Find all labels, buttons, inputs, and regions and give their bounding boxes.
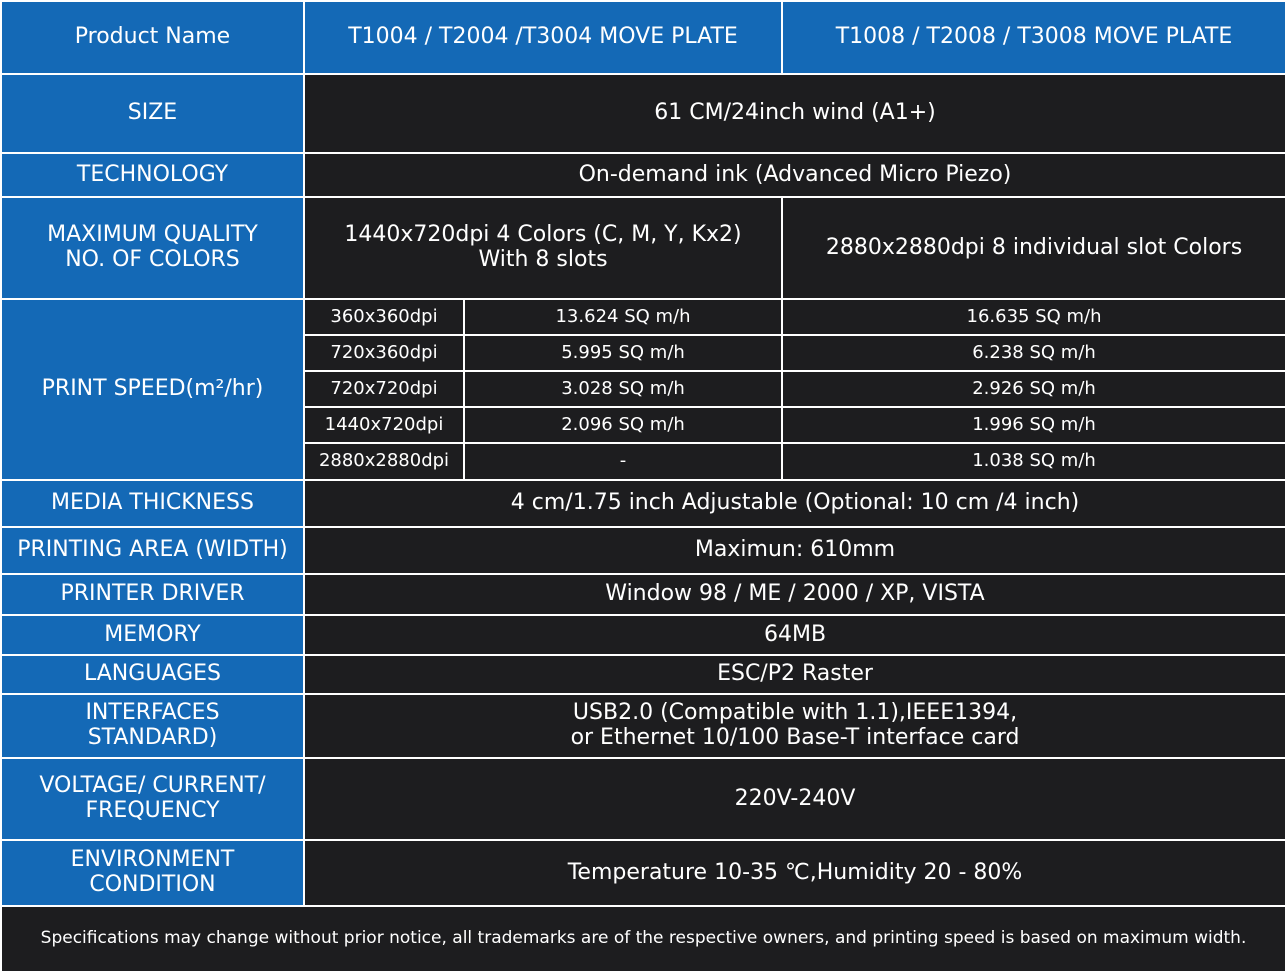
printing-area-label: PRINTING AREA (WIDTH) [1, 527, 304, 574]
speed-model-a: 13.624 SQ m/h [464, 299, 782, 335]
voltage-label [1, 758, 304, 840]
size-row [1, 74, 1285, 153]
printer-driver-row [1, 574, 1285, 615]
media-thickness-label: MEDIA THICKNESS [1, 480, 304, 527]
product-name-header: Product Name [1, 1, 304, 74]
printer-driver-value: Window 98 / ME / 2000 / XP, VISTA [304, 574, 1285, 615]
voltage-label-line2: FREQUENCY [85, 798, 220, 823]
media-thickness-value: 4 cm/1.75 inch Adjustable (Optional: 10 cm /4 inch) [304, 480, 1285, 527]
interfaces-row [1, 694, 1285, 758]
environment-label-line2: CONDITION [89, 872, 216, 897]
speed-model-b: 2.926 SQ m/h [782, 371, 1285, 407]
model-a-header: T1004 / T2004 /T3004 MOVE PLATE [304, 1, 782, 74]
speed-model-a: 2.096 SQ m/h [464, 407, 782, 443]
print-speed-label: PRINT SPEED(m²/hr) [1, 299, 304, 480]
header-row [1, 1, 1285, 74]
interfaces-label [1, 694, 304, 758]
environment-value: Temperature 10-35 ℃,Humidity 20 - 80% [304, 840, 1285, 906]
technology-label: TECHNOLOGY [1, 153, 304, 197]
speed-model-a: 5.995 SQ m/h [464, 335, 782, 371]
languages-label: LANGUAGES [1, 655, 304, 694]
memory-value: 64MB [304, 615, 1285, 655]
printing-area-value: Maximun: 610mm [304, 527, 1285, 574]
quality-label-line2: NO. OF COLORS [65, 247, 240, 272]
quality-label-line1: MAXIMUM QUALITY [47, 222, 258, 248]
interfaces-value-line2: or Ethernet 10/100 Base-T interface card [570, 725, 1020, 750]
quality-model-a-line1: 1440x720dpi 4 Colors (C, M, Y, Kx2) [344, 222, 742, 248]
interfaces-value [304, 694, 1285, 758]
speed-resolution: 720x720dpi [304, 371, 464, 407]
speed-model-b: 1.996 SQ m/h [782, 407, 1285, 443]
voltage-value: 220V-240V [304, 758, 1285, 840]
voltage-label-line1: VOLTAGE/ CURRENT/ [39, 773, 266, 799]
interfaces-value-line1: USB2.0 (Compatible with 1.1),IEEE1394, [572, 700, 1018, 726]
speed-resolution: 360x360dpi [304, 299, 464, 335]
speed-model-a: - [464, 443, 782, 480]
quality-label [1, 197, 304, 299]
quality-model-a-line2: With 8 slots [478, 247, 608, 272]
environment-label-line1: ENVIRONMENT [70, 847, 235, 873]
printer-driver-label: PRINTER DRIVER [1, 574, 304, 615]
print-speed-row [1, 299, 1285, 335]
model-b-header: T1008 / T2008 / T3008 MOVE PLATE [782, 1, 1285, 74]
environment-row [1, 840, 1285, 906]
memory-label: MEMORY [1, 615, 304, 655]
speed-model-a: 3.028 SQ m/h [464, 371, 782, 407]
footnote-row [1, 906, 1285, 972]
printing-area-row [1, 527, 1285, 574]
quality-row [1, 197, 1285, 299]
size-value: 61 CM/24inch wind (A1+) [304, 74, 1285, 153]
speed-model-b: 16.635 SQ m/h [782, 299, 1285, 335]
technology-value: On-demand ink (Advanced Micro Piezo) [304, 153, 1285, 197]
languages-value: ESC/P2 Raster [304, 655, 1285, 694]
languages-row [1, 655, 1285, 694]
voltage-row [1, 758, 1285, 840]
interfaces-label-line1: INTERFACES [85, 700, 220, 726]
size-label: SIZE [1, 74, 304, 153]
quality-model-b: 2880x2880dpi 8 individual slot Colors [782, 197, 1285, 299]
memory-row [1, 615, 1285, 655]
speed-resolution: 2880x2880dpi [304, 443, 464, 480]
environment-label [1, 840, 304, 906]
speed-model-b: 1.038 SQ m/h [782, 443, 1285, 480]
media-thickness-row [1, 480, 1285, 527]
interfaces-label-line2: STANDARD) [87, 725, 218, 750]
quality-model-a [304, 197, 782, 299]
speed-resolution: 720x360dpi [304, 335, 464, 371]
speed-resolution: 1440x720dpi [304, 407, 464, 443]
footnote: Specifications may change without prior notice, all trademarks are of the respective owners, and printing speed is based on maximum width. [1, 906, 1285, 972]
speed-model-b: 6.238 SQ m/h [782, 335, 1285, 371]
technology-row [1, 153, 1285, 197]
